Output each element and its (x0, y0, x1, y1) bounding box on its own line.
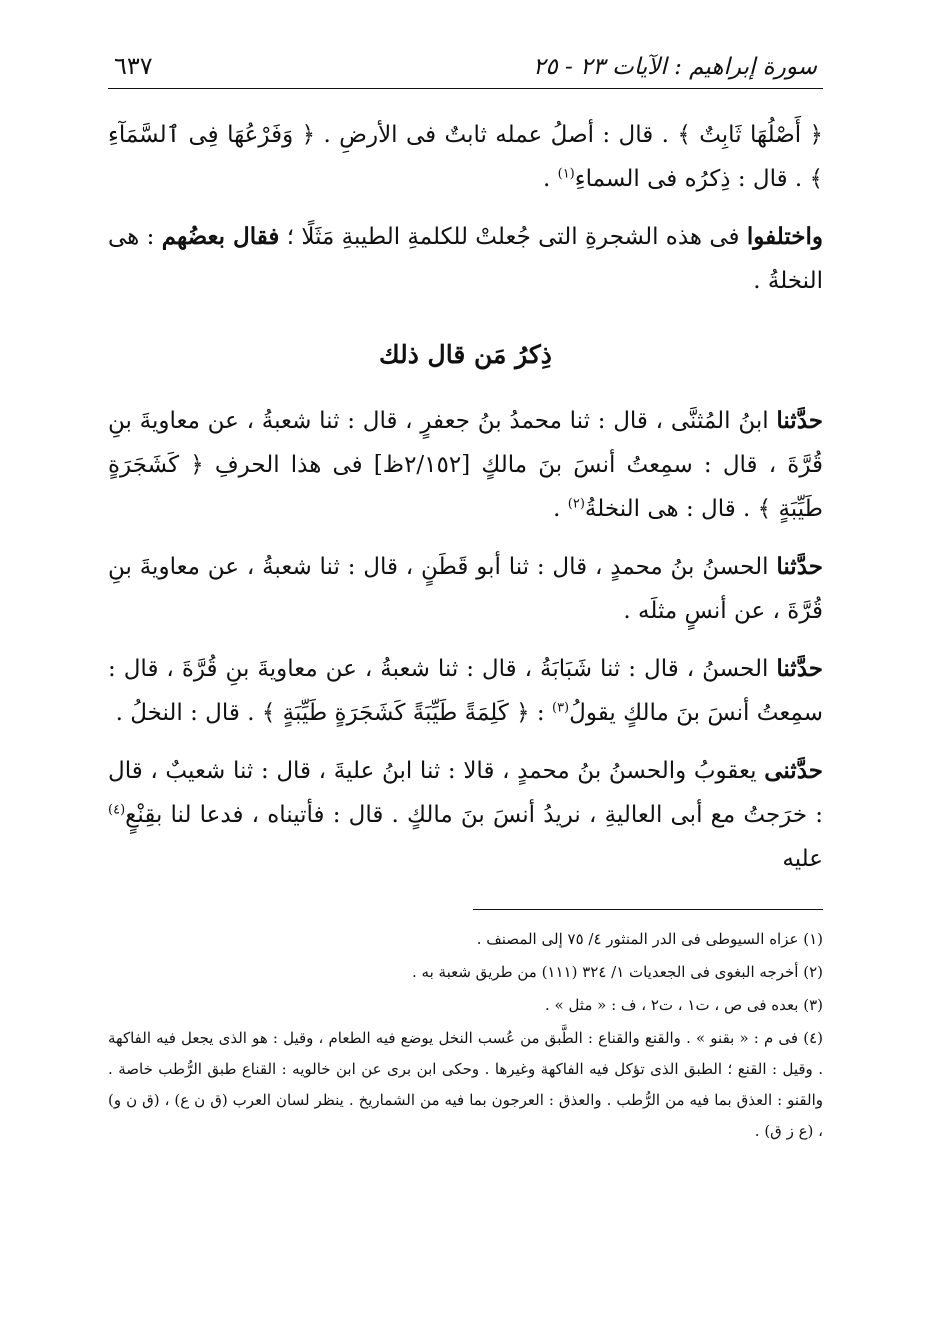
footnote-1: (١) عزاه السيوطى فى الدر المنثور ٤/ ٧٥ إلى المصنف . (476, 930, 823, 948)
section-title: ذِكرُ مَن قال ذلك (379, 340, 552, 369)
narration-tail: عليه (782, 846, 823, 872)
narration-tail: . (553, 496, 568, 522)
narration-text: يعقوبُ والحسنُ بنُ محمدٍ ، قالا : ثنا ابنُ عليةَ ، قال : ثنا شعيبٌ ، قال : خرَجتُ مع أبى العاليةِ ، نريدُ أنسَ بنَ مالكٍ . قال : فأتيناه ، فدعا لنا بقِنْعٍ (108, 758, 823, 828)
footnote-marker: (٢) (567, 496, 585, 512)
narration-lead: حدَّثنا (776, 553, 823, 580)
footnote-4: (٤) فى م : « بقنو » . والقنع والقناع : الطَّبق من عُسب النخل يوضع فيه الطعام ، وقيل : هو الذى يجعل فيه الفاكهة . وقيل : القنع ؛ الطبق الذى تؤكل فيه الفاكهة وغيرها . وحكى ابن برى عن ابن خالويه : القناع طبق الرُّطب خاصة . والقنو : العذق بما فيه من الرُّطب . والعذق : العرجون بما فيه من الشماريخ . ينظر لسان العرب (ق ن ع) ، (ق ن و) ، (ع ز ق) . (108, 1029, 823, 1140)
paragraph-tail: . (542, 166, 558, 192)
narration-text: الحسنُ ، قال : ثنا شَبَابَةُ ، قال : ثنا شعبةُ ، عن معاويةَ بنِ قُرَّةَ ، قال : سمِعتُ أنسَ بنَ مالكٍ يقولُ (108, 656, 823, 726)
main-text (108, 113, 823, 881)
narration-lead: حدَّثنا (776, 407, 823, 434)
paragraph-bold: فقال بعضُهم (161, 223, 280, 250)
footnote-3: (٣) بعده فى ص ، ت١ ، ت٢ ، ف : « مثل » . (544, 996, 823, 1014)
narration-lead: حدَّثنى (764, 757, 823, 784)
paragraph-text: ﴿ أَصْلُهَا ثَابِتٌ ﴾ . قال : أصلُ عمله ثابتٌ فى الأرضِ . ﴿ وَفَرْعُهَا فِى ٱلسَّمَآءِ ﴾ . قال : ذِكرُه فى السماءِ (108, 122, 823, 192)
narration-lead: حدَّثنا (776, 655, 823, 682)
narration-text: ابنُ المُثنَّى ، قال : ثنا محمدُ بنُ جعفرٍ ، قال : ثنا شعبةُ ، عن معاويةَ بنِ قُرَّةَ ، قال : سمِعتُ أنسَ بنَ مالكٍ [٢/١٥٢ظ] فى هذا الحرفِ ﴿ كَشَجَرَةٍ طَيِّبَةٍ ﴾ . قال : هى النخلةُ (108, 408, 824, 522)
footnote-marker: (١) (557, 166, 575, 182)
narration-text: الحسنُ بنُ محمدٍ ، قال : ثنا أبو قَطَنٍ ، قال : ثنا شعبةُ ، عن معاويةَ بنِ قُرَّةَ ، عن أنسٍ مثلَه . (108, 554, 823, 624)
footnote-2: (٢) أخرجه البغوى فى الجعديات ١/ ٣٢٤ (١١١) من طريق شعبة به . (412, 963, 823, 981)
narration-2 (108, 545, 823, 633)
narration-3 (108, 647, 823, 735)
paragraph-text: فى هذه الشجرةِ التى جُعلتْ للكلمةِ الطيبةِ مَثَلًا ؛ (279, 224, 747, 250)
page-header (108, 52, 823, 89)
page-number: ٦٣٧ (114, 52, 153, 80)
footnotes (108, 924, 823, 1147)
footnote-divider (473, 909, 823, 910)
footnote-marker: (٣) (551, 700, 570, 716)
narration-1 (108, 399, 823, 531)
paragraph-lead: واختلفوا (746, 223, 824, 250)
footnote-marker: (٤) (108, 802, 126, 818)
paragraph-2 (108, 215, 823, 303)
narration-4 (108, 749, 823, 881)
narration-tail: : ﴿ كَلِمَةً طَيِّبَةً كَشَجَرَةٍ طَيِّبَةٍ ﴾ . قال : النخلُ . (115, 700, 552, 726)
paragraph-text-2: : هى النخلةُ . (108, 224, 823, 294)
paragraph-1 (108, 113, 823, 201)
running-title: سورة إبراهيم : الآيات ٢٣ - ٢٥ (533, 54, 817, 80)
